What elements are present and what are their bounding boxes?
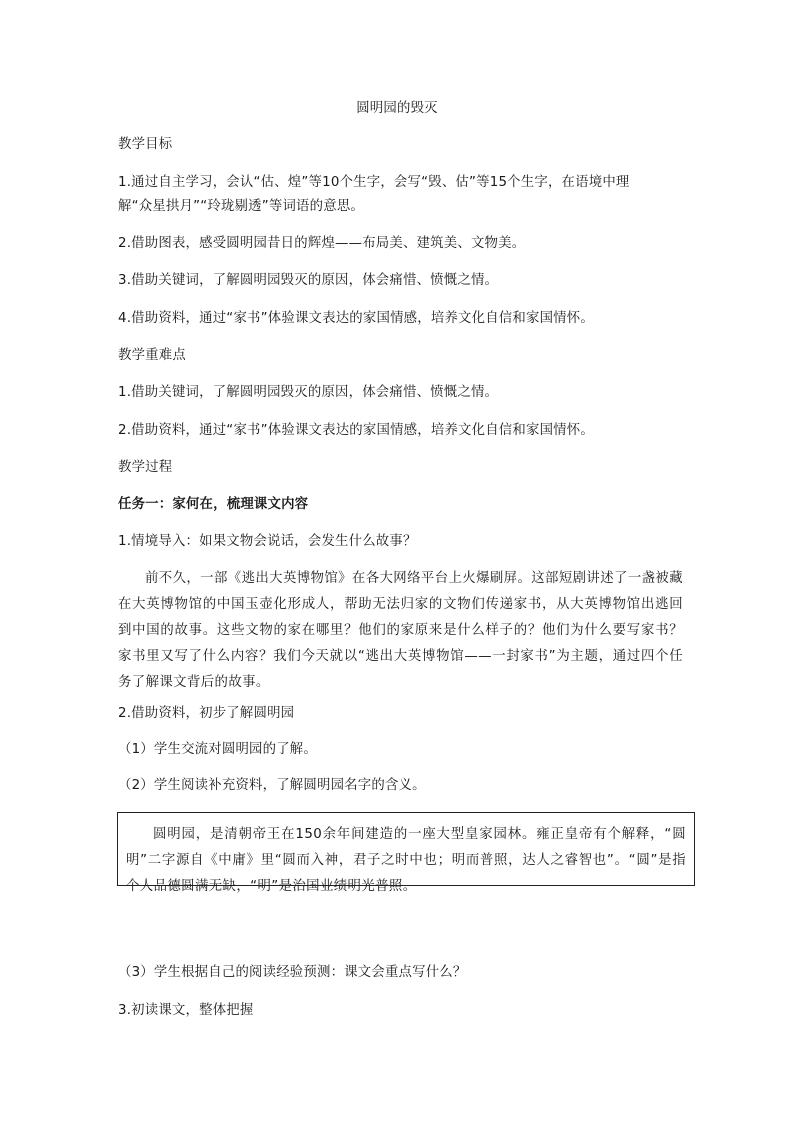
objective-item-continued: 解“众星拱月”“玲珑剔透”等词语的意思。 (118, 199, 364, 214)
objective-item: 1.通过自主学习，会认“估、煌”等10个生字，会写“毁、估”等15个生字，在语境中理 (118, 175, 630, 190)
supplementary-material-text: 圆明园，是清朝帝王在150余年间建造的一座大型皇家园林。雍正皇帝有个解释，“圆明”二字源自《中庸》里“圆而入神，君子之时中也；明而普照，达人之睿智也”。“圆”是指个人品德圆满无缺，“明”是治国业绩明光普照。 (126, 827, 686, 894)
process-heading: 教学过程 (118, 460, 173, 475)
intro-paragraph: 前不久，一部《逃出大英博物馆》在各大网络平台上火爆刷屏。这部短剧讲述了一盏被藏在大英博物馆的中国玉壶化形成人，帮助无法归家的文物们传递家书，从大英博物馆出逃回到中国的故事。这些文物的家在哪里？他们的家原来是什么样子的？他们为什么要写家书？家书里又写了什么内容？我们今天就以“逃出大英博物馆——一封家书”为主题，通过四个任务了解课文背后的故事。 (118, 571, 683, 690)
key-points-heading: 教学重难点 (118, 348, 186, 363)
key-point-item: 1.借助关键词，了解圆明园毁灭的原因，体会痛惜、愤慨之情。 (118, 385, 499, 400)
objective-item: 4.借助资料，通过“家书”体验课文表达的家国情感，培养文化自信和家国情怀。 (118, 311, 594, 326)
step1-title: 1.情境导入：如果文物会说话，会发生什么故事？ (118, 534, 417, 549)
sub-step-2: （2）学生阅读补充资料，了解圆明园名字的含义。 (118, 778, 426, 793)
step3-title: 3.初读课文，整体把握 (118, 1003, 254, 1018)
sub-step-1: （1）学生交流对圆明园的了解。 (118, 742, 317, 757)
objective-item: 2.借助图表，感受圆明园昔日的辉煌——布局美、建筑美、文物美。 (118, 236, 526, 251)
objective-item: 3.借助关键词，了解圆明园毁灭的原因，体会痛惜、愤慨之情。 (118, 273, 499, 288)
supplementary-material-box (117, 812, 695, 894)
document-title: 圆明园的毁灭 (356, 101, 438, 116)
task1-title: 任务一：家何在，梳理课文内容 (118, 497, 309, 512)
sub-step-3: （3）学生根据自己的阅读经验预测：课文会重点写什么？ (118, 965, 467, 980)
objectives-heading: 教学目标 (118, 137, 173, 152)
step2-title: 2.借助资料，初步了解圆明园 (118, 706, 295, 721)
key-point-item: 2.借助资料，通过“家书”体验课文表达的家国情感，培养文化自信和家国情怀。 (118, 423, 594, 438)
